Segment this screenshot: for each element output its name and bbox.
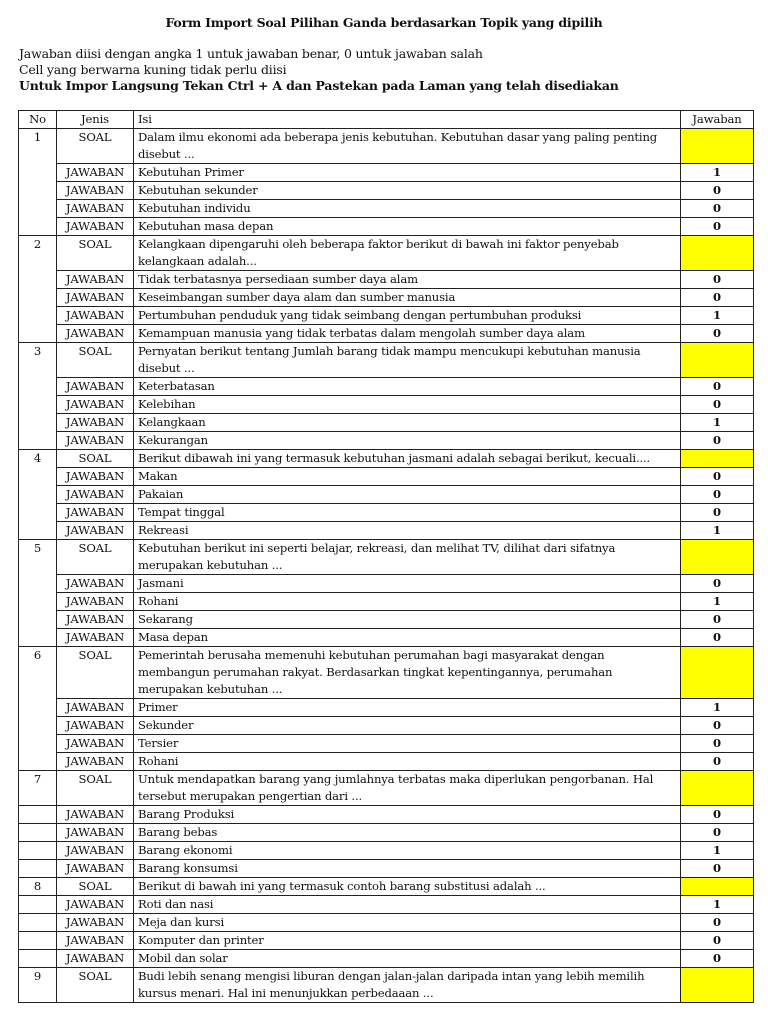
answer-row [19, 575, 754, 593]
answer-cell-disabled [681, 236, 754, 271]
answer-text[interactable]: Mobil dan solar [134, 950, 681, 968]
question-row [19, 647, 754, 699]
answer-value[interactable]: 0 [681, 735, 754, 753]
answer-row [19, 753, 754, 771]
answer-cell-disabled [681, 878, 754, 896]
answer-cell-disabled [681, 647, 754, 699]
question-number: 7 [19, 771, 57, 806]
answer-row [19, 378, 754, 396]
empty-number-cell [19, 860, 57, 878]
question-text[interactable]: Untuk mendapatkan barang yang jumlahnya terbatas maka diperlukan pengorbanan. Hal tersebut merupakan pengertian dari ... [134, 771, 681, 806]
answer-value[interactable]: 0 [681, 378, 754, 396]
answer-text[interactable]: Tempat tinggal [134, 504, 681, 522]
answer-text[interactable]: Makan [134, 468, 681, 486]
type-cell: JAWABAN [57, 806, 134, 824]
type-cell: JAWABAN [57, 611, 134, 629]
type-cell: JAWABAN [57, 218, 134, 236]
answer-text[interactable]: Pertumbuhan penduduk yang tidak seimbang dengan pertumbuhan produksi [134, 307, 681, 325]
type-cell: SOAL [57, 647, 134, 699]
answer-value[interactable]: 1 [681, 842, 754, 860]
header-jawaban: Jawaban [681, 111, 754, 129]
answer-value[interactable]: 0 [681, 325, 754, 343]
question-row [19, 540, 754, 575]
question-text[interactable]: Kebutuhan berikut ini seperti belajar, rekreasi, dan melihat TV, dilihat dari sifatnya merupakan kebutuhan ... [134, 540, 681, 575]
question-text[interactable]: Pemerintah berusaha memenuhi kebutuhan perumahan bagi masyarakat dengan membangun perumahan rakyat. Berdasarkan tingkat kepentingannya, perumahan merupakan kebutuhan ... [134, 647, 681, 699]
answer-text[interactable]: Tersier [134, 735, 681, 753]
answer-row [19, 896, 754, 914]
type-cell: JAWABAN [57, 486, 134, 504]
answer-value[interactable]: 0 [681, 468, 754, 486]
answer-row [19, 396, 754, 414]
answer-text[interactable]: Sekunder [134, 717, 681, 735]
question-row [19, 878, 754, 896]
type-cell: JAWABAN [57, 164, 134, 182]
question-number: 6 [19, 647, 57, 771]
answer-row [19, 271, 754, 289]
question-number: 4 [19, 450, 57, 540]
answer-text[interactable]: Komputer dan printer [134, 932, 681, 950]
answer-value[interactable]: 0 [681, 806, 754, 824]
answer-row [19, 914, 754, 932]
answer-value[interactable]: 1 [681, 164, 754, 182]
empty-number-cell [19, 824, 57, 842]
question-row [19, 343, 754, 378]
answer-text[interactable]: Jasmani [134, 575, 681, 593]
question-number: 2 [19, 236, 57, 343]
answer-value[interactable]: 0 [681, 289, 754, 307]
empty-number-cell [19, 842, 57, 860]
answer-value[interactable]: 0 [681, 432, 754, 450]
question-text[interactable]: Berikut dibawah ini yang termasuk kebutuhan jasmani adalah sebagai berikut, kecuali.... [134, 450, 681, 468]
answer-text[interactable]: Keterbatasan [134, 378, 681, 396]
answer-text[interactable]: Barang bebas [134, 824, 681, 842]
type-cell: JAWABAN [57, 378, 134, 396]
type-cell: JAWABAN [57, 593, 134, 611]
answer-value[interactable]: 1 [681, 896, 754, 914]
answer-value[interactable]: 0 [681, 504, 754, 522]
answer-text[interactable]: Roti dan nasi [134, 896, 681, 914]
answer-cell-disabled [681, 129, 754, 164]
answer-text[interactable]: Kebutuhan Primer [134, 164, 681, 182]
answer-row [19, 717, 754, 735]
question-number: 1 [19, 129, 57, 236]
type-cell: JAWABAN [57, 753, 134, 771]
answer-row [19, 593, 754, 611]
type-cell: JAWABAN [57, 182, 134, 200]
answer-row [19, 182, 754, 200]
type-cell: SOAL [57, 771, 134, 806]
table-body [19, 129, 754, 1003]
answer-row [19, 200, 754, 218]
answer-value[interactable]: 0 [681, 932, 754, 950]
type-cell: JAWABAN [57, 932, 134, 950]
empty-number-cell [19, 914, 57, 932]
answer-cell-disabled [681, 450, 754, 468]
table-header-row [19, 111, 754, 129]
answer-text[interactable]: Kemampuan manusia yang tidak terbatas dalam mengolah sumber daya alam [134, 325, 681, 343]
answer-cell-disabled [681, 771, 754, 806]
answer-text[interactable]: Barang konsumsi [134, 860, 681, 878]
answer-value[interactable]: 1 [681, 414, 754, 432]
answer-row [19, 629, 754, 647]
answer-value[interactable]: 0 [681, 271, 754, 289]
type-cell: SOAL [57, 878, 134, 896]
empty-number-cell [19, 896, 57, 914]
answer-text[interactable]: Tidak terbatasnya persediaan sumber daya alam [134, 271, 681, 289]
question-text[interactable]: Dalam ilmu ekonomi ada beberapa jenis kebutuhan. Kebutuhan dasar yang paling penting disebut ... [134, 129, 681, 164]
answer-value[interactable]: 0 [681, 860, 754, 878]
answer-text[interactable]: Rohani [134, 753, 681, 771]
type-cell: JAWABAN [57, 824, 134, 842]
answer-text[interactable]: Kebutuhan individu [134, 200, 681, 218]
answer-row [19, 486, 754, 504]
type-cell: JAWABAN [57, 735, 134, 753]
answer-cell-disabled [681, 540, 754, 575]
answer-value[interactable]: 0 [681, 950, 754, 968]
answer-row [19, 735, 754, 753]
answer-text[interactable]: Sekarang [134, 611, 681, 629]
answer-text[interactable]: Barang ekonomi [134, 842, 681, 860]
type-cell: JAWABAN [57, 860, 134, 878]
type-cell: JAWABAN [57, 414, 134, 432]
answer-row [19, 860, 754, 878]
instructions [19, 46, 619, 94]
question-number: 9 [19, 968, 57, 1003]
answer-row [19, 325, 754, 343]
empty-number-cell [19, 950, 57, 968]
question-number: 5 [19, 540, 57, 647]
question-number: 8 [19, 878, 57, 896]
answer-row [19, 307, 754, 325]
empty-number-cell [19, 806, 57, 824]
answer-text[interactable]: Kekurangan [134, 432, 681, 450]
answer-value[interactable]: 0 [681, 824, 754, 842]
answer-value[interactable]: 0 [681, 200, 754, 218]
answer-row [19, 414, 754, 432]
header-jenis: Jenis [57, 111, 134, 129]
answer-row [19, 824, 754, 842]
answer-row [19, 699, 754, 717]
header-isi: Isi [134, 111, 681, 129]
answer-value[interactable]: 1 [681, 699, 754, 717]
type-cell: JAWABAN [57, 325, 134, 343]
question-number: 3 [19, 343, 57, 450]
type-cell: SOAL [57, 343, 134, 378]
answer-text[interactable]: Kebutuhan masa depan [134, 218, 681, 236]
page-title: Form Import Soal Pilihan Ganda berdasarkan Topik yang dipilih [165, 15, 603, 30]
question-row [19, 771, 754, 806]
type-cell: JAWABAN [57, 842, 134, 860]
answer-row [19, 504, 754, 522]
answer-text[interactable]: Kebutuhan sekunder [134, 182, 681, 200]
answer-row [19, 432, 754, 450]
type-cell: JAWABAN [57, 307, 134, 325]
answer-row [19, 932, 754, 950]
answer-row [19, 468, 754, 486]
answer-text[interactable]: Primer [134, 699, 681, 717]
answer-row [19, 842, 754, 860]
answer-value[interactable]: 0 [681, 717, 754, 735]
type-cell: JAWABAN [57, 914, 134, 932]
type-cell: JAWABAN [57, 200, 134, 218]
answer-value[interactable]: 0 [681, 218, 754, 236]
answer-text[interactable]: Rekreasi [134, 522, 681, 540]
question-row [19, 968, 754, 1003]
question-text[interactable]: Pernyatan berikut tentang Jumlah barang tidak mampu mencukupi kebutuhan manusia disebut ... [134, 343, 681, 378]
type-cell: SOAL [57, 450, 134, 468]
empty-number-cell [19, 932, 57, 950]
instruction-import: Untuk Impor Langsung Tekan Ctrl + A dan Pastekan pada Laman yang telah disediakan [19, 78, 619, 93]
answer-row [19, 522, 754, 540]
instruction-answer-format: Jawaban diisi dengan angka 1 untuk jawaban benar, 0 untuk jawaban salah [19, 46, 483, 61]
answer-value[interactable]: 1 [681, 307, 754, 325]
answer-row [19, 950, 754, 968]
type-cell: JAWABAN [57, 396, 134, 414]
answer-text[interactable]: Pakaian [134, 486, 681, 504]
type-cell: JAWABAN [57, 950, 134, 968]
answer-value[interactable]: 0 [681, 753, 754, 771]
answer-value[interactable]: 0 [681, 914, 754, 932]
question-row [19, 236, 754, 271]
type-cell: SOAL [57, 540, 134, 575]
type-cell: SOAL [57, 236, 134, 271]
question-table [18, 110, 754, 1003]
type-cell: JAWABAN [57, 271, 134, 289]
answer-text[interactable]: Masa depan [134, 629, 681, 647]
answer-row [19, 611, 754, 629]
type-cell: SOAL [57, 129, 134, 164]
instruction-yellow-cells: Cell yang berwarna kuning tidak perlu diisi [19, 62, 287, 77]
type-cell: SOAL [57, 968, 134, 1003]
answer-row [19, 289, 754, 307]
type-cell: JAWABAN [57, 504, 134, 522]
answer-value[interactable]: 0 [681, 396, 754, 414]
type-cell: JAWABAN [57, 289, 134, 307]
type-cell: JAWABAN [57, 432, 134, 450]
answer-cell-disabled [681, 968, 754, 1003]
question-text[interactable]: Kelangkaan dipengaruhi oleh beberapa faktor berikut di bawah ini faktor penyebab kelangkaan adalah... [134, 236, 681, 271]
type-cell: JAWABAN [57, 575, 134, 593]
question-row [19, 129, 754, 164]
header-no: No [19, 111, 57, 129]
question-row [19, 450, 754, 468]
type-cell: JAWABAN [57, 896, 134, 914]
answer-value[interactable]: 0 [681, 611, 754, 629]
type-cell: JAWABAN [57, 468, 134, 486]
answer-value[interactable]: 0 [681, 486, 754, 504]
answer-value[interactable]: 1 [681, 522, 754, 540]
answer-text[interactable]: Kelangkaan [134, 414, 681, 432]
answer-text[interactable]: Barang Produksi [134, 806, 681, 824]
question-text[interactable]: Berikut di bawah ini yang termasuk contoh barang substitusi adalah ... [134, 878, 681, 896]
answer-text[interactable]: Kelebihan [134, 396, 681, 414]
type-cell: JAWABAN [57, 629, 134, 647]
type-cell: JAWABAN [57, 717, 134, 735]
type-cell: JAWABAN [57, 699, 134, 717]
answer-text[interactable]: Keseimbangan sumber daya alam dan sumber manusia [134, 289, 681, 307]
question-text[interactable]: Budi lebih senang mengisi liburan dengan jalan-jalan daripada intan yang lebih memilih kursus menari. Hal ini menunjukkan perbedaaan ... [134, 968, 681, 1003]
answer-value[interactable]: 1 [681, 593, 754, 611]
answer-value[interactable]: 0 [681, 629, 754, 647]
answer-row [19, 806, 754, 824]
answer-row [19, 164, 754, 182]
answer-value[interactable]: 0 [681, 575, 754, 593]
answer-text[interactable]: Rohani [134, 593, 681, 611]
answer-text[interactable]: Meja dan kursi [134, 914, 681, 932]
answer-row [19, 218, 754, 236]
answer-cell-disabled [681, 343, 754, 378]
type-cell: JAWABAN [57, 522, 134, 540]
answer-value[interactable]: 0 [681, 182, 754, 200]
